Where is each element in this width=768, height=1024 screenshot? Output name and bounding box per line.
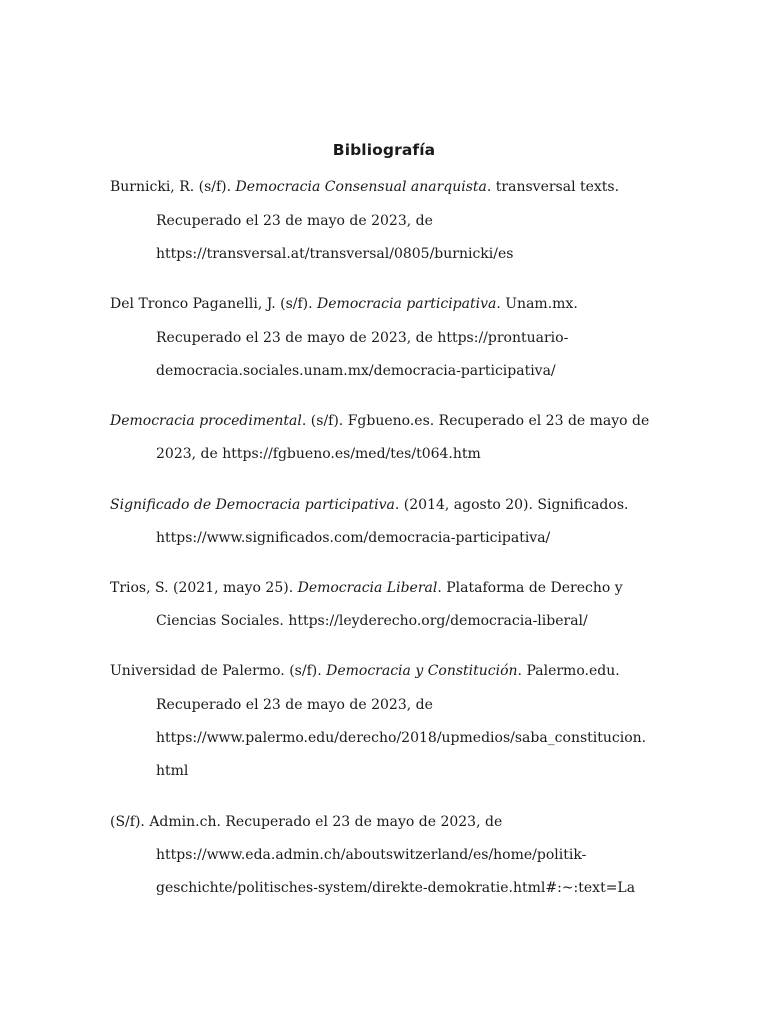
reference-line: (S/f). Admin.ch. Recuperado el 23 de mayo de 2023, de — [110, 814, 503, 830]
reference-line: 2023, de https://fgbueno.es/med/tes/t064.htm — [156, 446, 481, 462]
reference-line: Universidad de Palermo. (s/f). Democracia y Constitución. Palermo.edu. — [110, 663, 620, 679]
reference-line: html — [156, 763, 189, 779]
reference-line: https://www.eda.admin.ch/aboutswitzerland/es/home/politik- — [156, 847, 587, 863]
reference-line: Significado de Democracia participativa. (2014, agosto 20). Significados. — [110, 497, 629, 513]
reference-line: Del Tronco Paganelli, J. (s/f). Democracia participativa. Unam.mx. — [110, 296, 578, 312]
page-title: Bibliografía — [332, 141, 436, 159]
reference-line: democracia.sociales.unam.mx/democracia-participativa/ — [156, 363, 556, 379]
reference-line: Ciencias Sociales. https://leyderecho.org/democracia-liberal/ — [156, 613, 588, 629]
reference-line: Trios, S. (2021, mayo 25). Democracia Liberal. Plataforma de Derecho y — [110, 580, 623, 596]
reference-line: https://www.palermo.edu/derecho/2018/upmedios/saba_constitucion. — [156, 730, 647, 746]
reference-line: Recuperado el 23 de mayo de 2023, de — [156, 697, 433, 713]
reference-line: Recuperado el 23 de mayo de 2023, de — [156, 213, 433, 229]
reference-line: Democracia procedimental. (s/f). Fgbueno.es. Recuperado el 23 de mayo de — [110, 413, 650, 429]
reference-line: https://transversal.at/transversal/0805/burnicki/es — [156, 246, 514, 262]
reference-line: https://www.significados.com/democracia-participativa/ — [156, 530, 551, 546]
reference-line: Burnicki, R. (s/f). Democracia Consensual anarquista. transversal texts. — [110, 179, 620, 195]
reference-line: Recuperado el 23 de mayo de 2023, de https://prontuario- — [156, 330, 569, 346]
reference-line: geschichte/politisches-system/direkte-demokratie.html#:~:text=La — [156, 880, 636, 896]
